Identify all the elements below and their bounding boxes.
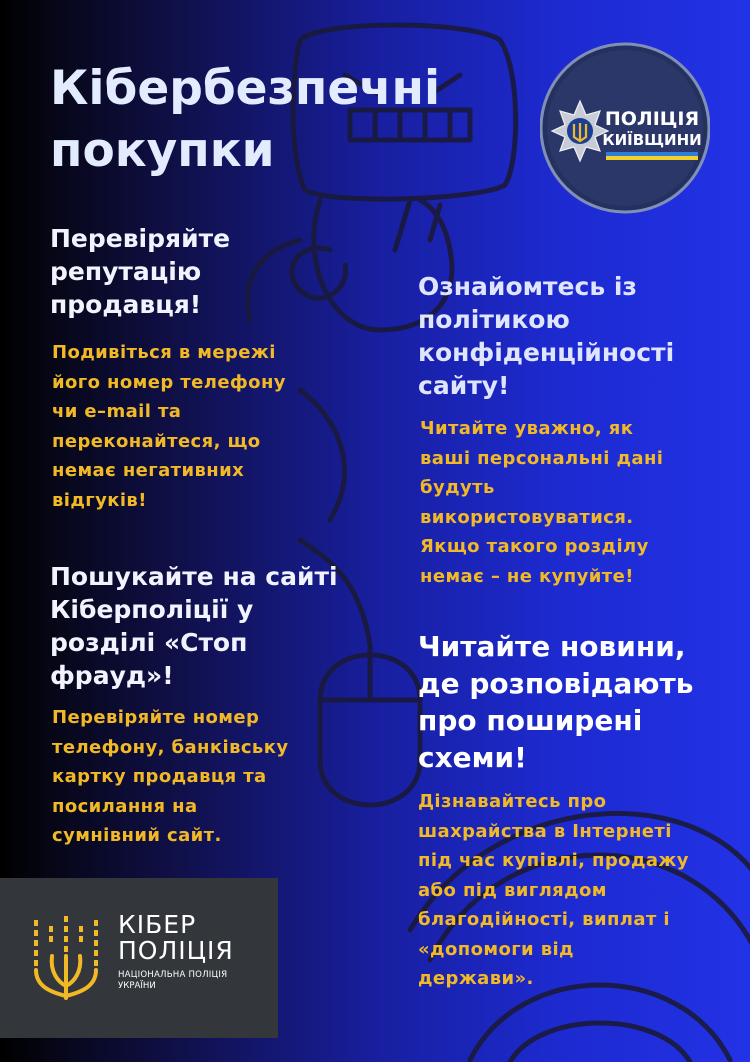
tip2-heading: Ознайомтесь із політикою конфіденційності сайту! <box>418 272 675 400</box>
tip4-body: Дізнавайтесь про шахрайства в Інтернеті під час купівлі, продажу або під виглядом благодійності, виплат і «допомоги від держави». <box>418 791 689 989</box>
tip1-body: Подивіться в мережі його номер телефону чи e–mail та переконайтеся, що немає негативних відгуків! <box>52 342 286 511</box>
badge-line2: КИЇВЩИНИ <box>602 131 702 149</box>
tip3-body: Перевіряйте номер телефону, банківську картку продавця та посилання на сумнівний сайт. <box>52 707 289 846</box>
tip4-heading: Читайте новини, де розповідають про поширені схеми! <box>418 630 694 774</box>
flag-yellow-stripe <box>606 156 698 160</box>
police-kyiv-badge <box>540 33 710 223</box>
flag-blue-stripe <box>606 152 698 156</box>
logo-line1: КІБЕР <box>118 910 197 939</box>
title-line2: покупки <box>50 123 275 178</box>
title-line1: Кібербезпечні <box>50 61 441 116</box>
tip2-body: Читайте уважно, як ваші персональні дані будуть використовуватися. Якщо такого розділу немає – не купуйте! <box>420 418 664 587</box>
tip1-heading: Перевіряйте репутацію продавця! <box>50 224 231 319</box>
cyber-police-logo <box>0 878 278 1038</box>
badge-line1: ПОЛІЦІЯ <box>604 108 700 130</box>
trident-icon <box>30 916 102 1002</box>
logo-sub1: НАЦІОНАЛЬНА ПОЛІЦІЯ <box>118 970 228 980</box>
logo-sub2: УКРАЇНИ <box>118 981 156 991</box>
page-title <box>50 58 510 182</box>
logo-line2: ПОЛІЦІЯ <box>118 936 234 965</box>
tip3-heading: Пошукайте на сайті Кіберполіції у розділі «Стоп фрауд»! <box>50 562 338 690</box>
